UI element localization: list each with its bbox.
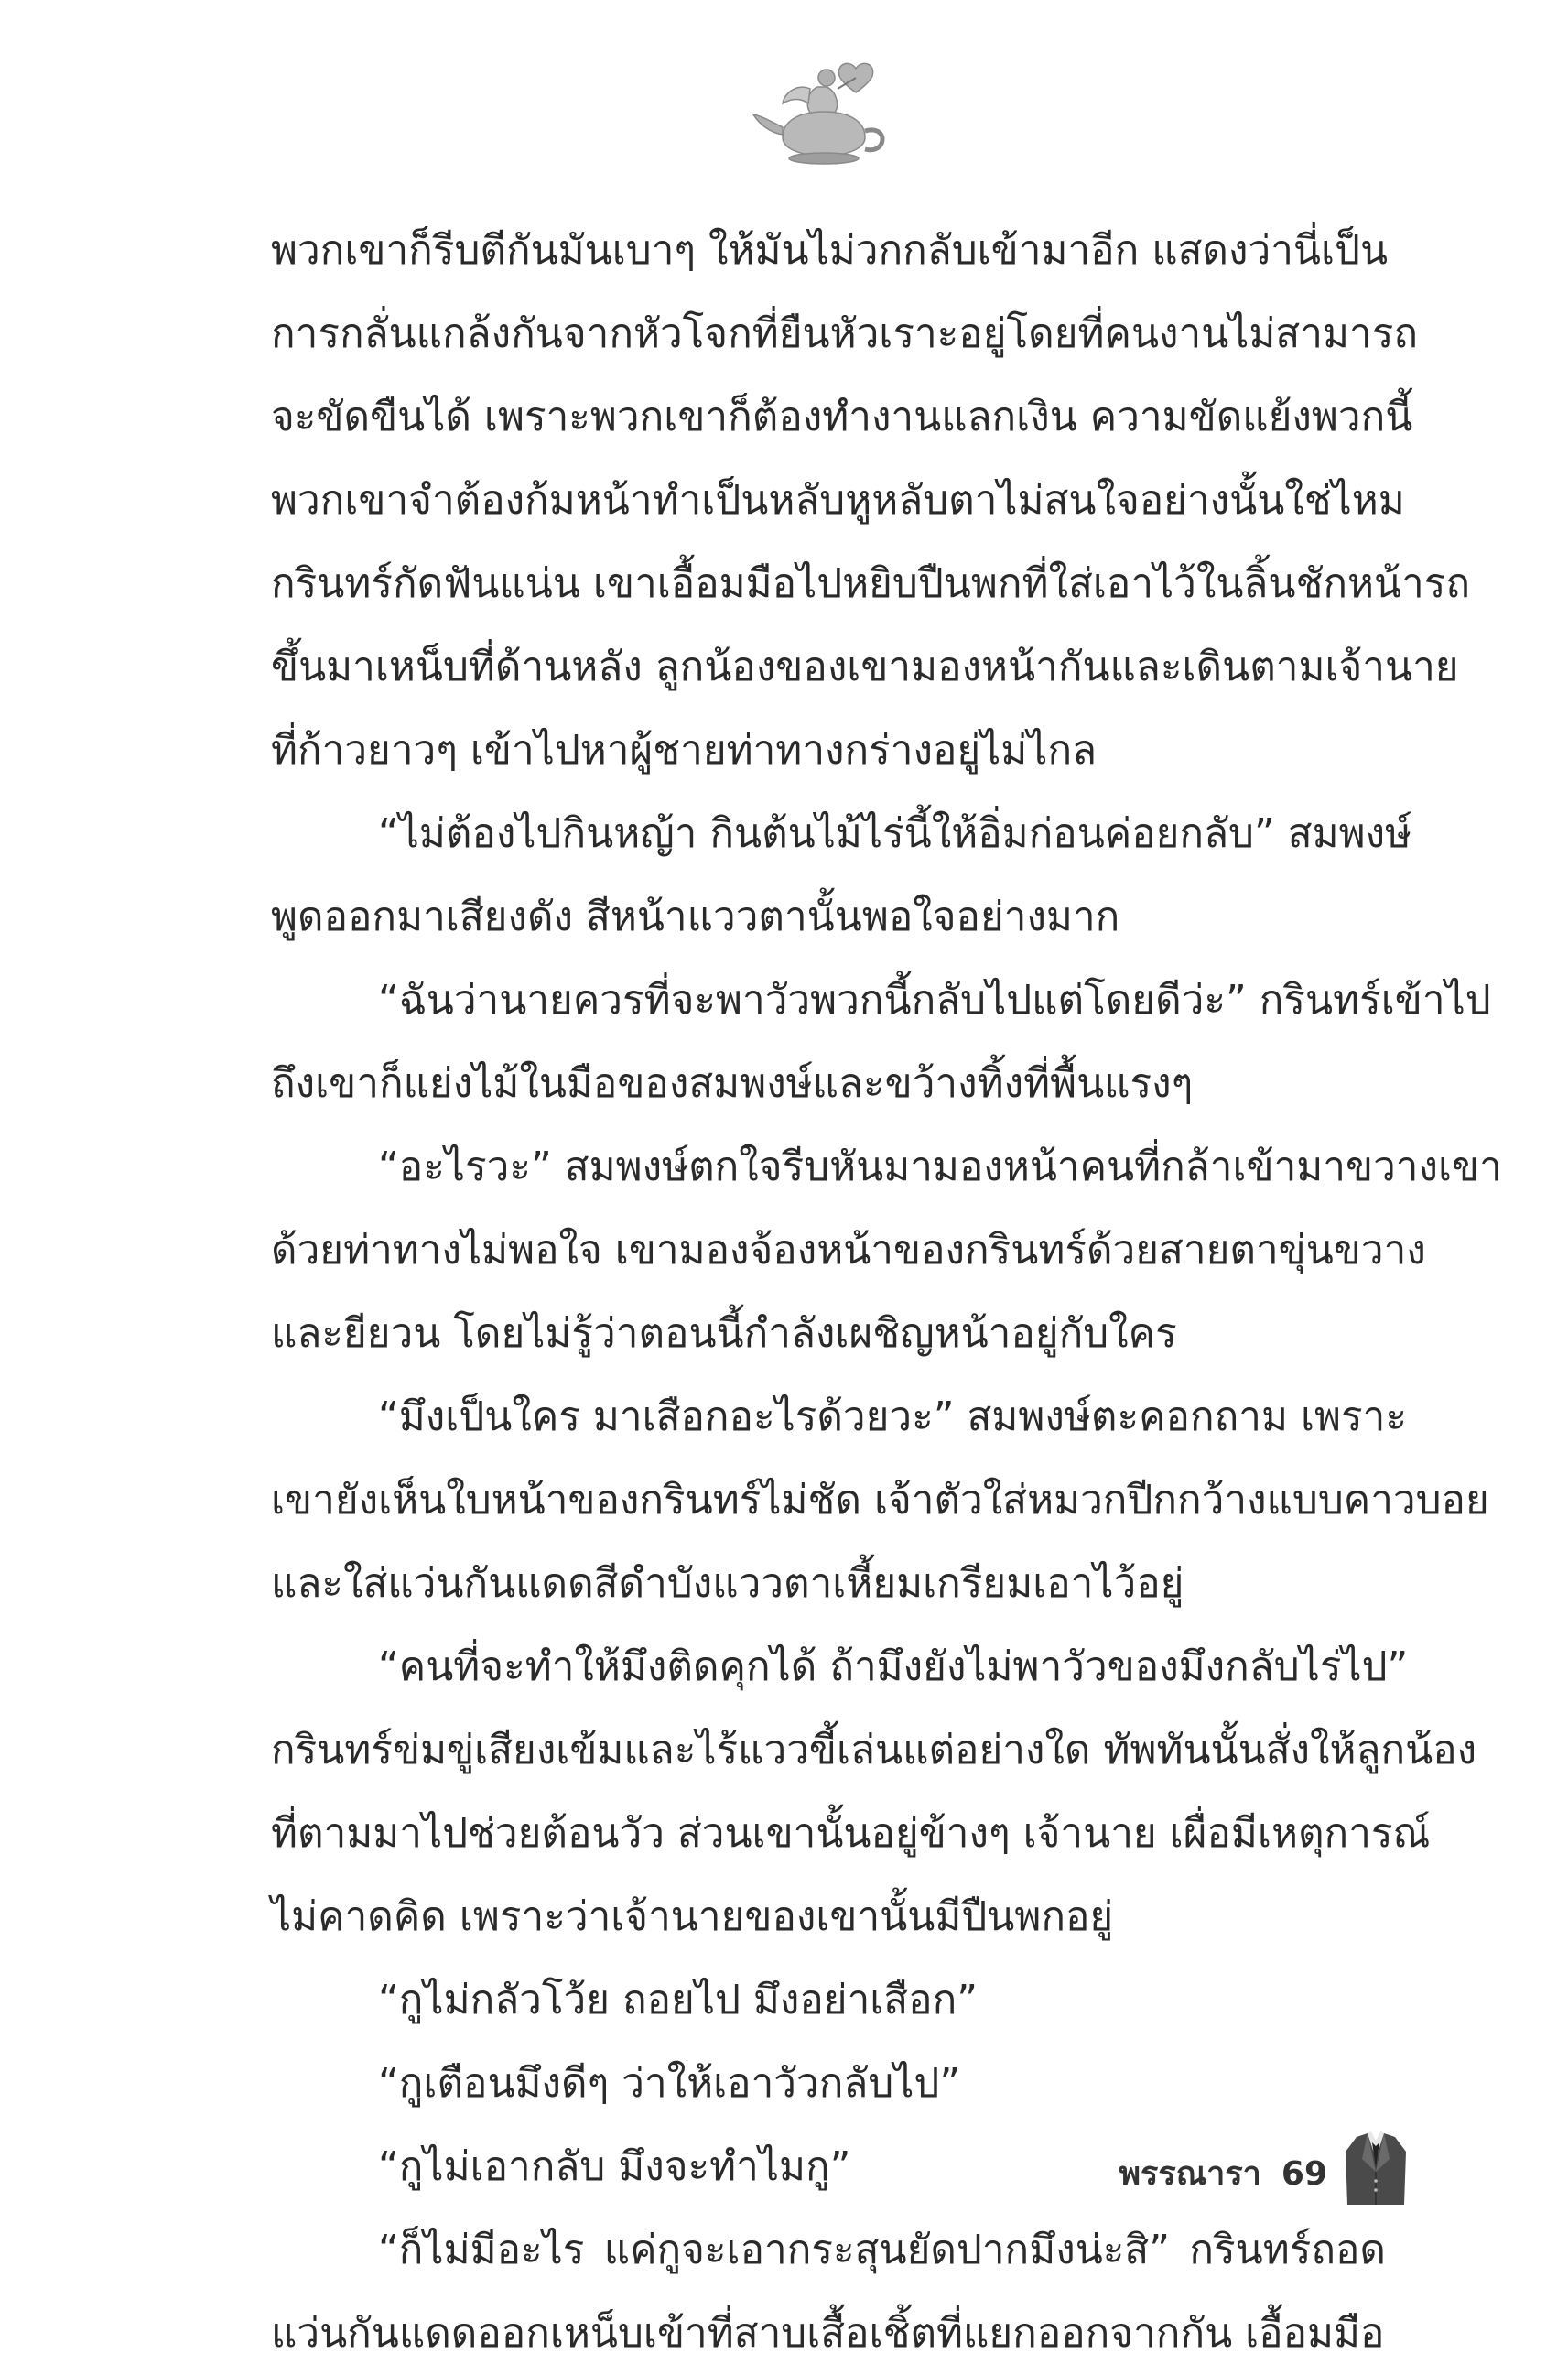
text-line: จะขัดขืนได้ เพราะพวกเขาก็ต้องทำงานแลกเงิน ความขัดแย้งพวกนี้ (271, 394, 1413, 440)
text-line: “กูไม่กลัวโว้ย ถอยไป มึงอย่าเสือก” (378, 1977, 979, 2023)
text-line: ไม่คาดคิด เพราะว่าเจ้านายของเขานั้นมีปืนพกอยู่ (271, 1893, 1114, 1940)
text-line: “คนที่จะทำให้มึงติดคุกได้ ถ้ามึงยังไม่พาวัวของมึงกลับไร่ไป” (378, 1643, 1409, 1690)
book-title: พรรณารา (1119, 2155, 1261, 2193)
text-line: และใส่แว่นกันแดดสีดำบังแววตาเหี้ยมเกรียมเอาไว้อยู่ (271, 1560, 1184, 1607)
teapot-cupid-ornament-icon (746, 50, 902, 174)
text-line: “อะไรวะ” สมพงษ์ตกใจรีบหันมามองหน้าคนที่กล้าเข้ามาขวางเขา (378, 1144, 1502, 1190)
text-line: และยียวน โดยไม่รู้ว่าตอนนี้กำลังเผชิญหน้าอยู่กับใคร (271, 1310, 1177, 1357)
text-line: ที่ตามมาไปช่วยต้อนวัว ส่วนเขานั้นอยู่ข้างๆ เจ้านาย เผื่อมีเหตุการณ์ (271, 1810, 1431, 1857)
text-line: กรินทร์ข่มขู่เสียงเข้มและไร้แววขี้เล่นแต่อย่างใด ทัพทันนั้นสั่งให้ลูกน้อง (271, 1727, 1477, 1773)
suit-jacket-icon (1344, 2131, 1408, 2207)
text-line: ขึ้นมาเหน็บที่ด้านหลัง ลูกน้องของเขามองหน้ากันและเดินตามเจ้านาย (271, 644, 1459, 690)
footer-text (1119, 2147, 1327, 2199)
text-line: การกลั่นแกล้งกันจากหัวโจกที่ยืนหัวเราะอยู่โดยที่คนงานไม่สามารถ (271, 310, 1418, 357)
text-line: พวกเขาจำต้องก้มหน้าทำเป็นหลับหูหลับตาไม่สนใจอย่างนั้นใช่ไหม (271, 477, 1405, 524)
text-line: “กูเตือนมึงดีๆ ว่าให้เอาวัวกลับไป” (378, 2060, 961, 2107)
text-line: ด้วยท่าทางไม่พอใจ เขามองจ้องหน้าของกรินทร์ด้วยสายตาขุ่นขวาง (271, 1227, 1426, 1274)
text-line: “ไม่ต้องไปกินหญ้า กินต้นไม้ไร่นี้ให้อิ่มก่อนค่อยกลับ” สมพงษ์ (378, 810, 1412, 857)
text-line: พูดออกมาเสียงดัง สีหน้าแววตานั้นพอใจอย่างมาก (271, 894, 1120, 940)
text-line: พวกเขาก็รีบตีกันมันเบาๆ ให้มันไม่วกกลับเข้ามาอีก แสดงว่านี่เป็น (271, 227, 1389, 274)
text-line: “กูไม่เอากลับ มึงจะทำไมกู” (378, 2143, 851, 2190)
text-line: ถึงเขาก็แย่งไม้ในมือของสมพงษ์และขว้างทิ้งที่พื้นแรงๆ (271, 1060, 1194, 1107)
text-line: “ฉันว่านายควรที่จะพาวัวพวกนี้กลับไปแต่โดยดีว่ะ” กรินทร์เข้าไป (378, 977, 1491, 1024)
page-number: 69 (1281, 2155, 1327, 2193)
text-line: ที่ก้าวยาวๆ เข้าไปหาผู้ชายท่าทางกร่างอยู่ไม่ไกล (271, 727, 1098, 774)
text-line: “ก็ไม่มีอะไร แค่กูจะเอากระสุนยัดปากมึงน่ะสิ” กรินทร์ถอด (378, 2227, 1386, 2273)
text-line: กรินทร์กัดฟันแน่น เขาเอื้อมมือไปหยิบปืนพกที่ใส่เอาไว้ในลิ้นชักหน้ารถ (271, 560, 1471, 607)
text-line: “มึงเป็นใคร มาเสือกอะไรด้วยวะ” สมพงษ์ตะคอกถาม เพราะ (378, 1394, 1407, 1440)
text-line: เขายังเห็นใบหน้าของกรินทร์ไม่ชัด เจ้าตัวใส่หมวกปีกกว้างแบบคาวบอย (271, 1477, 1489, 1524)
body-text (271, 209, 1502, 2375)
page-footer (1098, 2115, 1428, 2216)
text-line: แว่นกันแดดออกเหน็บเข้าที่สาบเสื้อเชิ้ตที่แยกออกจากกัน เอื้อมมือ (271, 2310, 1385, 2357)
